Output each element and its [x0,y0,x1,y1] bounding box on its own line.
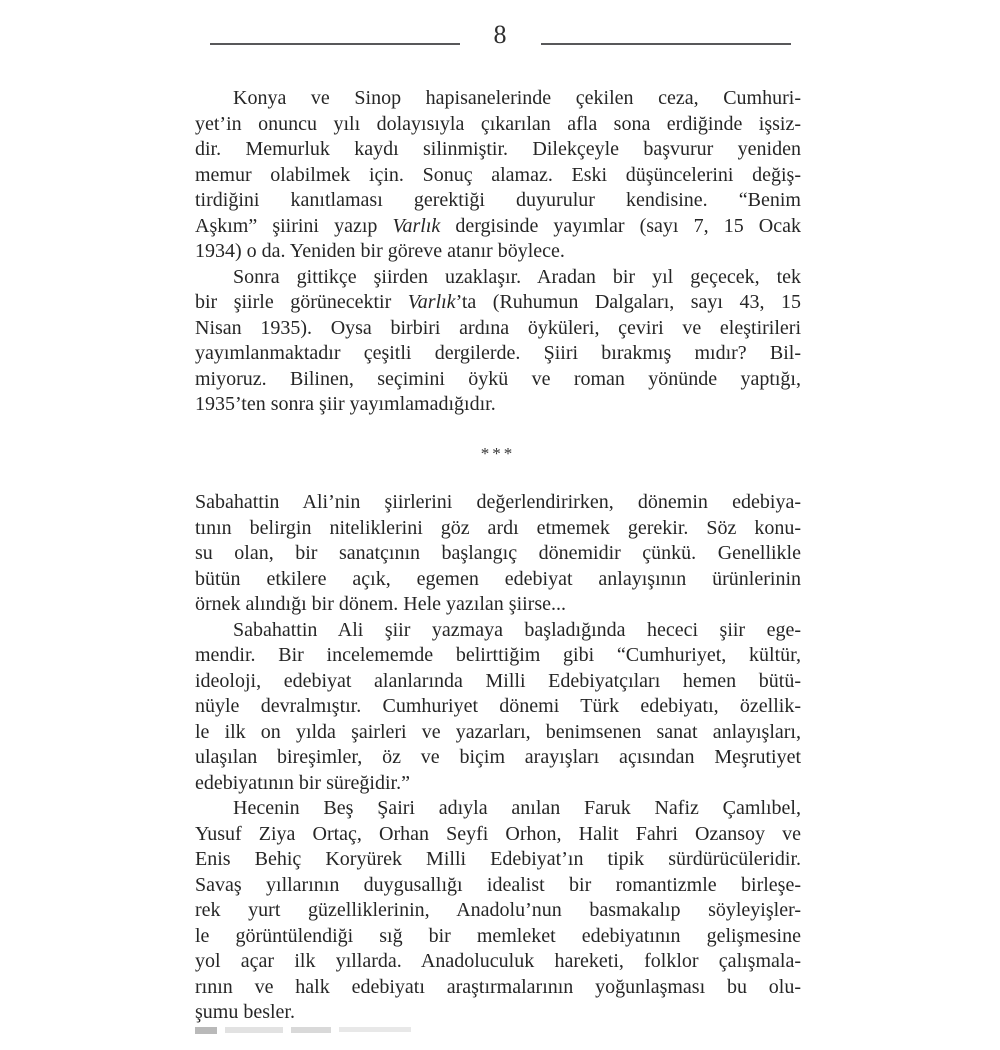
header-rule-left [210,43,460,45]
text-line: tının belirgin niteliklerini göz ardı etmemek gerekir. Söz konu- [195,516,801,539]
scan-artifact-mark [291,1027,331,1033]
text-line: tirdiğini kanıtlaması gerektiği duyurulur kendisine. “Benim [195,189,801,211]
text-line: miyoruz. Bilinen, seçimini öykü ve roman yönünde yaptığı, [195,367,801,390]
text-line: Aşkım” şiirini yazıp Varlık dergisinde yayımlar (sayı 7, 15 Ocak [195,214,801,237]
paragraph [195,796,801,1026]
text-line: Hecenin Beş Şairi adıyla anılan Faruk Nafiz Çamlıbel, [233,797,801,819]
text-line: Sabahattin Ali şiir yazmaya başladığında hececi şiir ege- [233,618,801,641]
text-line: Nisan 1935). Oysa birbiri ardına öyküleri, çeviri ve eleştirileri [195,316,801,339]
text-line: ideoloji, edebiyat alanlarında Milli Edebiyatçıları hemen bütü- [195,669,801,692]
text-line: le görüntülendiği sığ bir memleket edebiyatının gelişmesine [195,924,801,947]
text-line: mendir. Bir incelememde belirttiğim gibi “Cumhuriyet, kültür, [195,644,801,666]
text-line: rının ve halk edebiyatı araştırmalarının yoğunlaşması bu olu- [195,975,801,998]
text-line: ulaşılan bireşimler, öz ve biçim arayışları açısından Meşrutiyet [195,746,801,768]
text-line: Savaş yıllarının duygusallığı idealist bir romantizmle birleşe- [195,873,801,896]
scan-artifact-mark [225,1027,283,1033]
paragraph [195,618,801,797]
scan-artifact-mark [339,1027,411,1032]
text-line: Yusuf Ziya Ortaç, Orhan Seyfi Orhon, Halit Fahri Ozansoy ve [195,822,801,845]
text-line: Sabahattin Ali’nin şiirlerini değerlendirirken, dönemin edebiya- [195,491,801,513]
header-rule-right [541,43,791,45]
section-separator: *** [480,443,516,463]
text-line: memur olabilmek için. Sonuç alamaz. Eski düşüncelerini değiş- [195,163,801,186]
text-line: yet’in onuncu yılı dolayısıyla çıkarılan afla sona erdiğinde işsiz- [195,112,801,135]
text-line: Sonra gittikçe şiirden uzaklaşır. Aradan bir yıl geçecek, tek [233,265,801,288]
text-line: Konya ve Sinop hapisanelerinde çekilen ceza, Cumhuri- [233,87,801,109]
paragraph [195,490,801,618]
text-line: bir şiirle görünecektir Varlık’ta (Ruhumun Dalgaları, sayı 43, 15 [195,291,801,313]
text-line: yayımlanmaktadır çeşitli dergilerde. Şiiri bırakmış mıdır? Bil- [195,342,801,364]
page-header [0,22,1000,48]
paragraph [195,265,801,418]
text-block [195,86,801,1026]
scan-artifact [195,1027,419,1035]
text-line: 1934) o da. Yeniden bir göreve atanır böylece. [195,240,565,262]
page-number: 8 [493,20,507,49]
text-line: bütün etkilere açık, egemen edebiyat anlayışının ürünlerinin [195,567,801,590]
scan-artifact-mark [195,1027,217,1034]
text-line: rek yurt güzelliklerinin, Anadolu’nun basmakalıp söyleyişler- [195,899,801,921]
paragraph [195,86,801,265]
text-line: le ilk on yılda şairleri ve yazarları, benimsenen sanat anlayışları, [195,720,801,743]
text-line: nüyle devralmıştır. Cumhuriyet dönemi Türk edebiyatı, özellik- [195,695,801,717]
text-line: edebiyatının bir süreğidir.” [195,771,410,794]
text-line: 1935’ten sonra şiir yayımlamadığıdır. [195,393,496,415]
text-line: örnek alındığı bir dönem. Hele yazılan şiirse... [195,593,567,615]
text-line: su olan, bir sanatçının başlangıç dönemidir çünkü. Genellikle [195,542,801,564]
text-line: şumu besler. [195,1001,295,1023]
text-line: dir. Memurluk kaydı silinmiştir. Dilekçeyle başvurur yeniden [195,138,801,160]
text-line: Enis Behiç Koryürek Milli Edebiyat’ın tipik sürdürücüleridir. [195,848,801,870]
text-line: yol açar ilk yıllarda. Anadoluculuk hareketi, folklor çalışmala- [195,950,801,972]
